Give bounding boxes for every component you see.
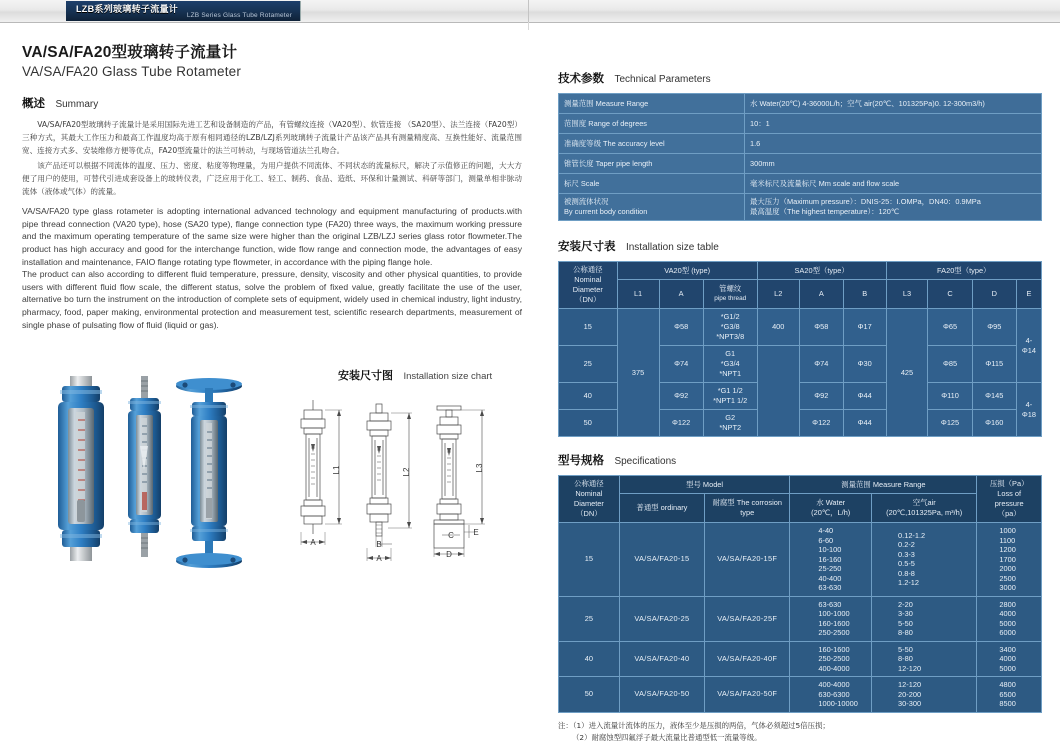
loss-line: 2500: [999, 573, 1016, 583]
tech-row-value: 水 Water(20℃) 4-36000L/h；空气 air(20℃、101325Pa)0. 12-300m3/h): [745, 94, 1042, 114]
cell-air-range: [872, 596, 977, 641]
table-row: [559, 134, 1042, 154]
cell-dn: 15: [559, 523, 620, 597]
install-table-heading: [558, 238, 1042, 254]
cell-sa-a: Φ58: [799, 309, 843, 346]
cell-dn: 50: [559, 410, 618, 437]
table-row: [559, 523, 1042, 597]
drawing-sa20: [367, 404, 412, 561]
loss-line: 3000: [999, 583, 1016, 592]
cell-loss: [977, 641, 1042, 677]
loss-line: 8500: [999, 699, 1016, 708]
col-header-loss: [977, 476, 1042, 523]
spec-table-heading: [558, 452, 1042, 468]
dn-cn: 公称通径: [574, 479, 604, 488]
dimension-drawings-svg: [292, 392, 530, 592]
spec-notes: [558, 720, 1042, 744]
tech-row-value: 10：1: [745, 114, 1042, 134]
col-header-va-a: A: [659, 280, 703, 309]
col-header-sa-b: B: [843, 280, 886, 309]
loss-line: 3400: [999, 644, 1016, 654]
col-header-l3: L3: [886, 280, 928, 309]
cell-sa-a: Φ92: [799, 383, 843, 410]
product-photo-va20: [58, 376, 104, 561]
product-photo-sa20: [128, 376, 161, 557]
page-title-en: VA/SA/FA20 Glass Tube Rotameter: [22, 64, 242, 79]
install-table-heading-cn: 安装尺寸表: [558, 241, 616, 253]
spec-table-heading-en: Specifications: [614, 456, 677, 467]
range-line: 40-400: [818, 573, 842, 583]
cell-dn: 25: [559, 596, 620, 641]
dim-label-a2: A: [376, 554, 382, 563]
tech-key-en: Measure Range: [595, 98, 649, 108]
tech-row-key: [559, 154, 745, 174]
cell-dn: 25: [559, 346, 618, 383]
table-row: [559, 194, 1042, 221]
range-line: 160-1600: [818, 618, 850, 628]
specifications-table: [558, 475, 1042, 713]
table-row: [559, 94, 1042, 114]
tech-key-cn: 被测流体状况: [564, 197, 609, 206]
col-header-fa-e: E: [1016, 280, 1041, 309]
cell-model-ordinary: VA/SA/FA20-15: [619, 523, 704, 597]
tech-row-value: 1.6: [745, 134, 1042, 154]
dim-label-l3: L3: [475, 463, 484, 473]
col-header-fa-d: D: [972, 280, 1016, 309]
dim-label-l1: L1: [332, 465, 341, 475]
cell-sa-a: Φ122: [799, 410, 843, 437]
thread-line: *NPT3/8: [716, 332, 745, 341]
cell-fa-c: Φ65: [928, 309, 972, 346]
tech-key-cn: 准确度等级: [564, 138, 601, 148]
cell-model-corrosion: VA/SA/FA20-15F: [705, 523, 790, 597]
range-line: 5-50: [898, 644, 913, 654]
thread-cn: 管螺纹: [719, 284, 742, 294]
range-line: 250-2500: [818, 628, 850, 637]
summary-paragraph-cn-1: VA/SA/FA20型玻璃转子流量计是采用国际先进工艺和设备制造的产品，有管螺纹连接（VA20型）、软管连接 （SA20型）、法兰连接（FA20型）三种方式，其最大工作压力和最高工作温度均高于原有相同通径的LZB/LZJ系列玻璃转子流量计产品该产品具有测量精度高、互换性能好、流量范围宽、连接方式多、安装维修方便等优点，FA20型流量计的法兰可转动，与现场管道法兰孔吻合。: [22, 120, 522, 156]
table-row: [559, 174, 1042, 194]
left-column: [22, 40, 522, 331]
cell-sa-b: Φ44: [843, 410, 886, 437]
cell-fa-d: Φ95: [972, 309, 1016, 346]
spec-note-2: （2）耐腐蚀型四氟浮子最大流量比普通型低一流量等级。: [572, 732, 762, 742]
cell-thread: [703, 309, 757, 346]
tech-params-heading-cn: 技术参数: [558, 73, 604, 85]
summary-heading: [22, 95, 522, 111]
tech-key-cn: 锥管长度: [564, 158, 594, 168]
product-photos-svg: [24, 374, 274, 609]
table-row: [559, 114, 1042, 134]
table-row: [559, 154, 1042, 174]
cell-dn: 40: [559, 383, 618, 410]
cell-water-range: [790, 596, 872, 641]
range-en: Measure Range: [872, 479, 926, 489]
tech-key-en: The accuracy level: [603, 138, 665, 148]
cell-model-ordinary: VA/SA/FA20-40: [619, 641, 704, 677]
range-line: 400-4000: [818, 663, 850, 673]
col-header-dn: [559, 476, 620, 523]
cell-thread: [703, 346, 757, 383]
banner-title-cn: LZB系列玻璃转子流量计: [76, 4, 179, 14]
size-chart-heading-cn: 安装尺寸图: [338, 370, 393, 382]
water-en: (20℃，L/h): [811, 508, 851, 518]
summary-paragraph-en-1: VA/SA/FA20 type glass rotameter is adopting international advanced technology and equipment manufacturing of products.with pipe thread connection (VA20 type), hose (SA20 type), flange connection type (FA20) three ways, the maximum working pressure and the maximum operating temperature of the same size were higher than the original LZB/LZJ series glass rotor flowmeter.The product has high accuracy and good for the interchange function, wide flow range and connection mode, the advantages of easy installation and maintenance, FAIO flange rotating type flowmeter, in accordance with the piping flange hole.: [22, 206, 522, 267]
loss-line: 5000: [999, 618, 1016, 628]
table-row: [559, 677, 1042, 713]
cell-thread: [703, 410, 757, 437]
thread-en: pipe thread: [714, 295, 747, 303]
loss-line: 1000: [999, 526, 1016, 535]
range-line: 1000-10000: [818, 699, 858, 708]
thread-line: *G1/2: [720, 312, 740, 321]
range-line: 12-120: [898, 680, 922, 689]
cell-model-corrosion: VA/SA/FA20-40F: [705, 641, 790, 677]
cell-loss: [977, 596, 1042, 641]
thread-line: *G3/4: [720, 359, 740, 368]
tech-key-en: Taper pipe length: [595, 158, 653, 168]
product-photo-group: [24, 374, 274, 609]
range-line: 100-1000: [818, 609, 850, 618]
cell-sa-b: Φ30: [843, 346, 886, 383]
loss-en1: Loss of pressure: [994, 489, 1024, 508]
tech-key-en: Scale: [580, 178, 600, 188]
tech-key-cn: 标尺: [564, 178, 579, 188]
summary-heading-cn: 概述: [22, 98, 45, 110]
range-line: 4-40: [818, 526, 834, 535]
cell-thread: [703, 383, 757, 410]
tech-row-key: [559, 94, 745, 114]
range-line: 63-630: [818, 599, 842, 609]
dn-en2: Diameter: [572, 285, 603, 294]
table-subheader-row: [559, 280, 1042, 309]
tech-key-en: Range of degrees: [588, 118, 648, 128]
tech-key-en: By current body condition: [564, 207, 648, 216]
loss-line: 1200: [999, 545, 1016, 554]
model-en: Model: [702, 479, 724, 489]
cell-dn: 50: [559, 677, 620, 713]
cell-water-range: [790, 523, 872, 597]
range-line: 160-1600: [818, 644, 850, 654]
column-divider-lower: [528, 22, 529, 30]
tech-row-key: [559, 194, 745, 221]
range-line: 25-250: [818, 564, 842, 573]
cell-model-corrosion: VA/SA/FA20-25F: [705, 596, 790, 641]
table-header-row: [559, 262, 1042, 280]
col-group-model: [619, 476, 790, 494]
installation-size-table: [558, 261, 1042, 437]
range-line: 0.8-8: [898, 568, 915, 578]
thread-line: *NPT1: [719, 369, 742, 378]
col-group-va20: VA20型 (type): [617, 262, 757, 280]
table-subheader-row: [559, 494, 1042, 523]
tech-row-value: [745, 194, 1042, 221]
tech-key-cn: 范围度: [564, 118, 587, 128]
tech-row-key: [559, 174, 745, 194]
summary-paragraph-cn-2: 该产品还可以根据不同流体的温度、压力、密度、粘度等物理量，为用户提供不同流体、不同状态的流量标尺，解决了示值修正的问题，大大方便了用户的使用，可替代引进成套设备上的玻转仪表，广泛应用于化工、轻工、制药、食品、造纸、环保和计量测试、科研等部门，测量单相非脉动流体（液体或气体）的流量。: [22, 160, 522, 197]
series-banner: [66, 1, 301, 21]
cell-va-a: Φ122: [659, 410, 703, 437]
cell-loss: [977, 677, 1042, 713]
cell-fa-d: Φ145: [972, 383, 1016, 410]
col-header-sa-a: A: [799, 280, 843, 309]
product-photo-fa20: [176, 378, 242, 568]
loss-cn: 压损（Pa）: [989, 479, 1029, 488]
size-chart-heading-en: Installation size chart: [403, 371, 493, 382]
col-header-fa-c: C: [928, 280, 972, 309]
summary-paragraph-en-2: The product can also according to different fluid temperature, pressure, density, viscosity and other physical quantities, to provide users with different fluid flow scale, the different status, solve the problem of fixed value, greatly facilitate the use of the user, alternative bo turn the instrument on the introduction of complete sets of equipment, widely used in chemical industry, light industry, pharmacy, food, paper making, environmental protection and measurement test, scientific research departments, measurement of single phase of pulsating flow of fluid (liquid or gas).: [22, 269, 522, 330]
cell-model-ordinary: VA/SA/FA20-25: [619, 596, 704, 641]
spec-note-1: 注：（1）进入流量计流体的压力，液体至少是压损的两倍，气体必须超过5倍压损；: [558, 720, 830, 730]
tech-row-key: [559, 134, 745, 154]
thread-line: G2: [725, 413, 736, 422]
col-group-sa20: SA20型（type）: [757, 262, 886, 280]
ordinary-en: ordinary: [660, 503, 688, 513]
cell-water-range: [790, 641, 872, 677]
range-line: 30-300: [898, 699, 922, 708]
right-column: [558, 70, 1042, 744]
col-group-measure-range: [790, 476, 977, 494]
loss-line: 2000: [999, 564, 1016, 573]
tech-params-table: [558, 93, 1042, 221]
range-line: 630-6300: [818, 689, 850, 699]
range-line: 10-100: [818, 545, 842, 554]
loss-line: 4800: [999, 680, 1016, 689]
dn-en1: Nominal: [575, 489, 603, 498]
thread-line: G1: [725, 349, 736, 358]
dim-label-e: E: [473, 528, 479, 537]
range-line: 8-80: [898, 628, 913, 637]
air-cn: 空气air: [912, 498, 936, 508]
cell-sa-b: Φ44: [843, 383, 886, 410]
size-chart-heading: [338, 366, 492, 384]
thread-line: *G1 1/2: [717, 386, 743, 395]
range-line: 12-120: [898, 663, 922, 673]
range-line: 0.3-3: [898, 549, 915, 559]
tech-row-value: 300mm: [745, 154, 1042, 174]
range-line: 1.2-12: [898, 578, 920, 588]
cell-fa-c: Φ85: [928, 346, 972, 383]
range-line: 400-4000: [818, 680, 850, 689]
cell-dn: 15: [559, 309, 618, 346]
summary-heading-en: Summary: [55, 99, 99, 110]
range-line: 5-50: [898, 618, 913, 628]
cell-fa-e: 4-Φ14: [1016, 309, 1041, 383]
dim-label-l2: L2: [402, 467, 411, 477]
loss-line: 4000: [999, 609, 1016, 618]
cell-va-a: Φ74: [659, 346, 703, 383]
range-line: 2-20: [898, 599, 913, 609]
dn-en3: （DN）: [575, 295, 601, 304]
col-header-water: [790, 494, 872, 523]
range-line: 250-2500: [818, 654, 850, 663]
tech-key-cn: 测量范围: [564, 98, 594, 108]
dim-label-b: B: [376, 540, 382, 549]
ordinary-cn: 普通型: [636, 503, 659, 513]
cell-va-a: Φ92: [659, 383, 703, 410]
model-cn: 型号: [686, 479, 701, 489]
cell-model-ordinary: VA/SA/FA20-50: [619, 677, 704, 713]
range-line: 0.5-5: [898, 559, 915, 569]
water-cn: 水 Water: [816, 498, 846, 508]
dim-label-a1: A: [310, 538, 316, 547]
table-header-row: [559, 476, 1042, 494]
cell-l2: [757, 346, 799, 437]
col-header-l2: L2: [757, 280, 799, 309]
air-en: (20℃,101325Pa, m³/h): [886, 508, 963, 518]
tech-value-line1: 最大压力（Maximum pressure）：DNIS-25：I.OMPa，DN40：0.9MPa: [750, 197, 981, 206]
column-divider: [528, 0, 529, 22]
dn-en3: （DN）: [576, 509, 602, 518]
range-line: 20-200: [898, 689, 922, 699]
top-strip: [0, 0, 1060, 23]
dn-en1: Nominal: [574, 275, 602, 284]
cell-dn: 40: [559, 641, 620, 677]
cell-air-range: [872, 523, 977, 597]
cell-air-range: [872, 677, 977, 713]
spec-table-heading-cn: 型号规格: [558, 455, 604, 467]
col-header-pipe-thread: [703, 280, 757, 309]
range-line: 16-160: [818, 554, 842, 564]
dim-label-c: C: [448, 531, 454, 540]
cell-air-range: [872, 641, 977, 677]
cell-sa-b: Φ17: [843, 309, 886, 346]
loss-line: 4000: [999, 654, 1016, 663]
tech-params-heading-en: Technical Parameters: [614, 74, 711, 85]
col-group-fa20: FA20型（type）: [886, 262, 1042, 280]
installation-size-drawings: [292, 392, 530, 592]
cell-model-corrosion: VA/SA/FA20-50F: [705, 677, 790, 713]
tech-value-line2: 最高温度（The highest temperature）：120℃: [750, 207, 900, 216]
cell-l1: 375: [617, 309, 659, 437]
banner-title-en: LZB Series Glass Tube Rotameter: [186, 12, 292, 19]
page-title-cn: VA/SA/FA20型玻璃转子流量计: [22, 44, 238, 61]
cell-fa-e: 4-Φ18: [1016, 383, 1041, 437]
table-row: [559, 641, 1042, 677]
range-cn: 测量范围: [841, 479, 871, 489]
corrosion-en: The corrosion type: [736, 498, 782, 518]
col-header-l1: L1: [617, 280, 659, 309]
loss-en2: （pa）: [997, 509, 1021, 518]
tech-params-heading: [558, 70, 1042, 86]
range-line: 0.2-2: [898, 540, 915, 550]
cell-water-range: [790, 677, 872, 713]
dim-label-d: D: [446, 550, 452, 559]
col-header-dn: [559, 262, 618, 309]
range-line: 8-80: [898, 654, 913, 663]
cell-va-a: Φ58: [659, 309, 703, 346]
cell-fa-d: Φ160: [972, 410, 1016, 437]
cell-sa-a: Φ74: [799, 346, 843, 383]
table-row: [559, 596, 1042, 641]
cell-fa-d: Φ115: [972, 346, 1016, 383]
col-header-air: [872, 494, 977, 523]
corrosion-cn: 耐腐型: [712, 498, 735, 508]
loss-line: 6500: [999, 689, 1016, 699]
col-header-corrosion: [705, 494, 790, 523]
col-header-ordinary: [619, 494, 704, 523]
range-line: 6-60: [818, 535, 834, 545]
dn-cn: 公称通径: [573, 265, 603, 274]
cell-fa-c: Φ125: [928, 410, 972, 437]
thread-line: *NPT2: [719, 423, 742, 432]
loss-line: 1100: [999, 535, 1016, 545]
cell-fa-c: Φ110: [928, 383, 972, 410]
thread-line: *G3/8: [720, 322, 740, 331]
range-line: 63-630: [818, 583, 842, 592]
range-line: 0.12-1.2: [898, 530, 926, 540]
table-row: [559, 309, 1042, 346]
tech-row-value: 毫米标尺及流量标尺 Mm scale and flow scale: [745, 174, 1042, 194]
cell-l3: 425: [886, 309, 928, 437]
cell-l2: 400: [757, 309, 799, 346]
tech-row-key: [559, 114, 745, 134]
loss-line: 2800: [999, 599, 1016, 609]
install-table-heading-en: Installation size table: [625, 242, 719, 253]
dn-en2: Diameter: [573, 499, 604, 508]
loss-line: 5000: [999, 663, 1016, 673]
loss-line: 6000: [999, 628, 1016, 637]
cell-loss: [977, 523, 1042, 597]
range-line: 3-30: [898, 609, 913, 618]
thread-line: *NPT1 1/2: [713, 396, 748, 405]
loss-line: 1700: [999, 554, 1016, 564]
